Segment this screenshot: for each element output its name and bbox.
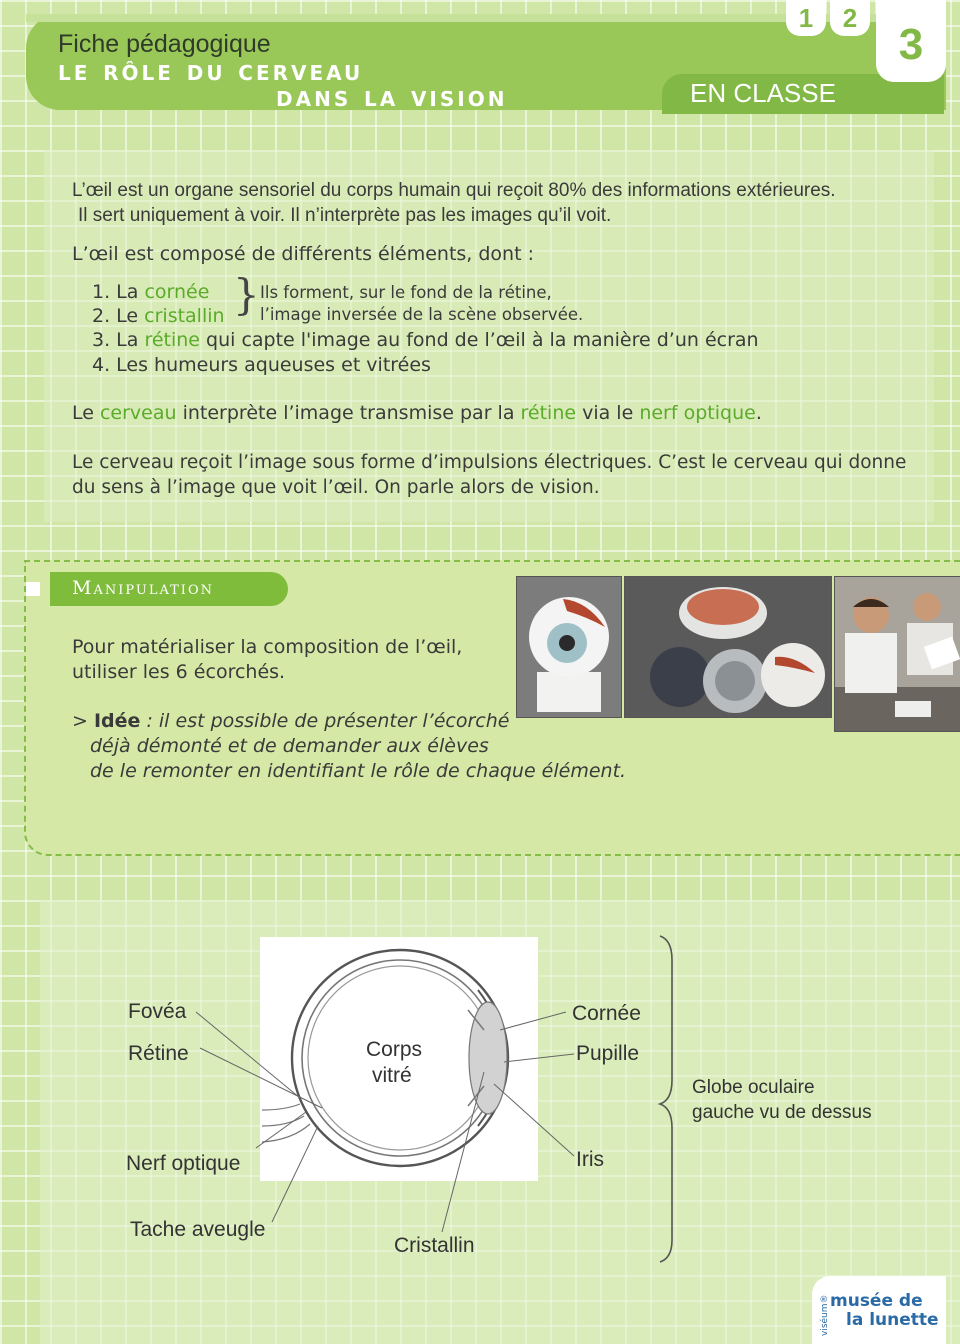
label-corps-vitre-1: Corps [366, 1038, 423, 1061]
intro-line1: L’œil est un organe sensoriel du corps humain qui reçoit 80% des informations extérieures. [72, 180, 836, 201]
idea-prefix: > [72, 710, 94, 732]
page-tab-1[interactable]: 1 [786, 0, 826, 36]
label-retine: Rétine [128, 1042, 189, 1065]
caption-line2: gauche vu de dessus [692, 1102, 872, 1123]
label-cornee: Cornée [572, 1002, 641, 1025]
label-tache-aveugle: Tache aveugle [130, 1218, 266, 1241]
brace-note-line1: Ils forment, sur le fond de la rétine, [260, 283, 552, 302]
logo-line2: la lunette [846, 1310, 939, 1330]
p1-a: Le [72, 402, 100, 424]
caption-line1: Globe oculaire [692, 1077, 815, 1098]
label-fovea: Fovéa [128, 1000, 187, 1023]
idea-line2: déjà démonté et de demander aux élèves [90, 735, 489, 757]
p1-b: interprète l’image transmise par la [176, 402, 521, 424]
term-cristallin: cristallin [144, 305, 225, 327]
page-title-line2: dans la vision [276, 80, 508, 113]
logo-side-text: viséum® [820, 1294, 830, 1336]
label-cristallin: Cristallin [394, 1234, 475, 1257]
idea-label: Idée [93, 710, 141, 732]
list-item2-prefix: 2. Le [92, 305, 145, 327]
manipulation-text-line2: utiliser les 6 écorchés. [72, 661, 286, 683]
brace-note-line2: l’image inversée de la scène observée. [260, 305, 584, 324]
section-tab-label: EN CLASSE [690, 78, 836, 108]
idea-line3: de le remonter en identifiant le rôle de chaque élément. [90, 760, 627, 782]
brain-paragraph2-line2: du sens à l’image que voit l’œil. On parle alors de vision. [72, 477, 600, 498]
label-pupille: Pupille [576, 1042, 640, 1065]
manipulation-text-line1: Pour matérialiser la composition de l’œil, [72, 636, 463, 658]
term-cerveau: cerveau [99, 402, 177, 424]
brain-paragraph2-line1: Le cerveau reçoit l’image sous forme d’impulsions électriques. C’est le cerveau qui donne [72, 452, 907, 473]
page-tab-3[interactable]: 3 [876, 0, 946, 82]
term-cornee: cornée [144, 281, 210, 303]
term-retine: rétine [144, 329, 200, 351]
intro-line2: Il sert uniquement à voir. Il n’interprète pas les images qu’il voit. [78, 205, 612, 226]
idea-line1-text: : il est possible de présenter l’écorché [140, 710, 510, 732]
intro-line3: L’œil est composé de différents éléments, dont : [72, 243, 534, 265]
p1-c: via le [576, 402, 640, 424]
list-item3-rest: qui capte l'image au fond de l’œil à la manière d’un écran [199, 329, 759, 351]
page-tab-2[interactable]: 2 [830, 0, 870, 36]
term-retine-2: rétine [520, 402, 577, 424]
label-iris: Iris [576, 1148, 604, 1171]
list-item: 4. Les humeurs aqueuses et vitrées [92, 354, 431, 376]
brace-icon: } [233, 270, 260, 319]
manipulation-label: Manipulation [72, 577, 214, 599]
term-nerf-optique: nerf optique [639, 402, 756, 424]
p1-d: . [755, 402, 762, 424]
list-item3-prefix: 3. La [92, 329, 145, 351]
label-nerf-optique: Nerf optique [126, 1152, 241, 1175]
label-corps-vitre-2: vitré [372, 1064, 412, 1087]
document-type: Fiche pédagogique [58, 30, 271, 58]
page-title-line1: le rôle du cerveau [58, 54, 364, 87]
list-item1-prefix: 1. La [92, 281, 145, 303]
logo-line1: musée de [830, 1291, 923, 1311]
